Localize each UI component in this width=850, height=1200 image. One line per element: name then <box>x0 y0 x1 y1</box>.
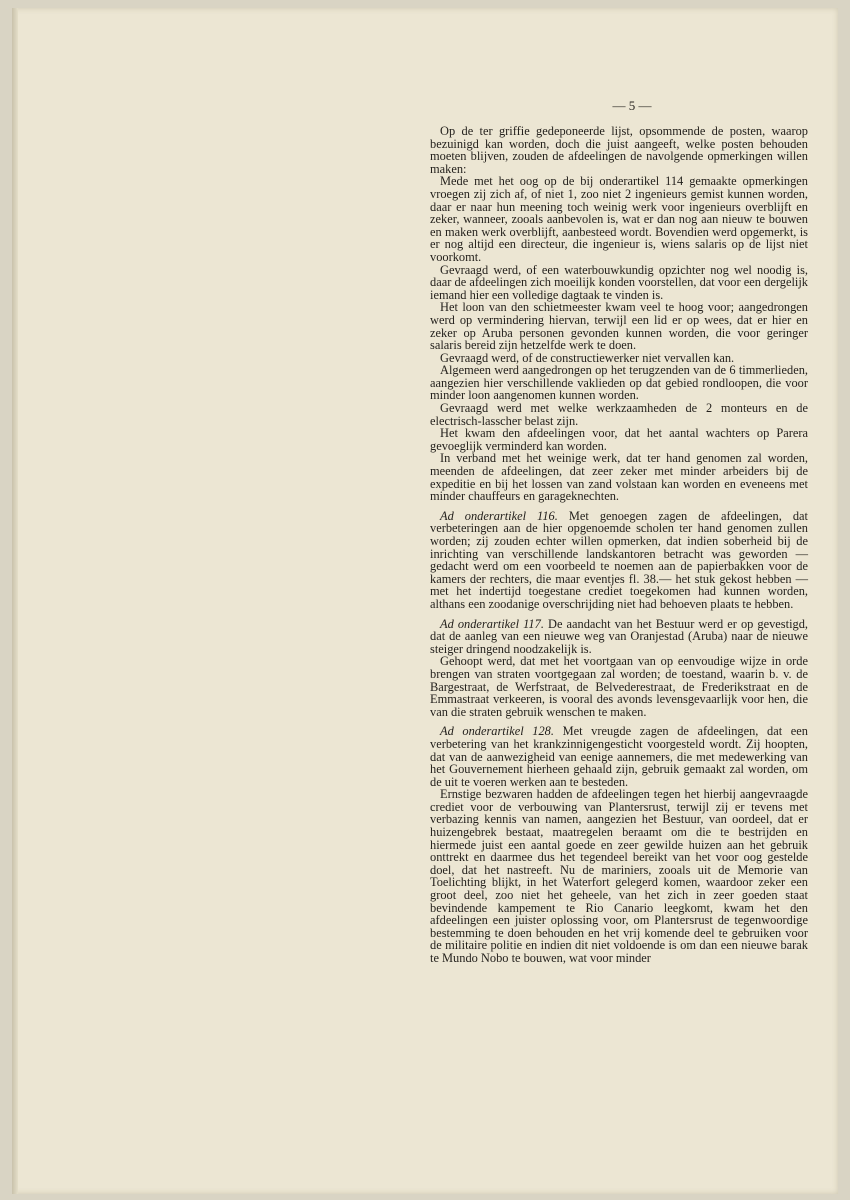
paragraph <box>430 725 808 788</box>
paragraph <box>430 301 808 351</box>
paragraph <box>430 452 808 502</box>
text-column <box>430 125 808 965</box>
subarticle-heading: Ad onderartikel 117. <box>440 616 544 631</box>
paragraph-text: Gevraagd werd met welke werkzaamheden de 2 monteurs en de electrisch-lasscher belast zijn. <box>430 401 808 428</box>
paragraph <box>430 618 808 656</box>
paragraph-text: Het kwam den afdeelingen voor, dat het aantal wachters op Parera gevoeglijk verminderd kan worden. <box>430 426 808 453</box>
subarticle-heading: Ad onderartikel 116. <box>440 508 558 523</box>
paragraph-text: Op de ter griffie gedeponeerde lijst, opsommende de posten, waarop bezuinigd kan worden, doch die juist aangeeft, welke posten behouden moeten blijven, zouden de afdeelingen de navolgende opmerkingen willen maken: <box>430 124 808 176</box>
paragraph-text: Met vreugde zagen de afdeelingen, dat een verbetering van het krankzinnigengesticht voorgesteld wordt. Zij hoopten, dat van de aanwezigheid van eenige aannemers, die met medewerking van het Gouvernement hierheen gehaald zijn, gebruik gemaakt zal worden, om de uit te voeren werken aan te besteden. <box>430 724 808 789</box>
paragraph-text: Mede met het oog op de bij onderartikel 114 gemaakte opmerkingen vroegen zij zich af, of niet 1, zoo niet 2 ingenieurs gemist kunnen worden, daar er naar hun meening toch weinig werk voor ingenieurs overblijft en zeker, wanneer, zooals aanbevolen is, wat er dan nog aan nieuw te bouwen en maken werk overblijft, aanbesteed wordt. Bovendien werd opgemerkt, is er nog altijd een directeur, die ingenieur is, wiens salaris op de lijst niet voorkomt. <box>430 174 808 264</box>
document-sheet <box>12 8 838 1194</box>
paragraph-text: Gehoopt werd, dat met het voortgaan van op eenvoudige wijze in orde brengen van straten voortgegaan zal worden; de toestand, waarin b. v. de Bargestraat, de Werfstraat, de Belvederestraat, de Frederikstraat en de Emmastraat verkeeren, is vooral des avonds levensgevaarlijk voor hen, die van die straten gebruik wenschen te maken. <box>430 654 808 719</box>
paragraph <box>430 788 808 964</box>
paragraph-text: Gevraagd werd, of een waterbouwkundig opzichter nog wel noodig is, daar de afdeelingen zich moeilijk konden voorstellen, dat voor een dergelijk iemand hier een volledige dagtaak te vinden is. <box>430 262 808 302</box>
paper-edge <box>12 8 18 1194</box>
paragraph-text: Met genoegen zagen de afdeelingen, dat verbeteringen aan de hier opgenoemde scholen ter hand genomen zullen worden; zij zouden echter willen opmerken, dat indien soberheid bij de inrichting van verschillende landskantoren betracht was geworden — gedacht werd om een voorbeeld te noemen aan de papierbakken voor de kamers der rechters, die maar eventjes fl. 38.— het stuk gekost hebben — met het indertijd toegestane crediet toegekomen had kunnen worden, althans een zoodanige overschrijding niet had behoeven plaats te hebben. <box>430 508 808 611</box>
paragraph <box>430 402 808 427</box>
subarticle-heading: Ad onderartikel 128. <box>440 724 554 739</box>
paragraph <box>430 427 808 452</box>
page-number: — 5 — <box>612 98 652 113</box>
paragraph <box>430 364 808 402</box>
paragraph-text: In verband met het weinige werk, dat ter hand genomen zal worden, meenden de afdeelingen, dat zeer zeker met minder arbeiders bij de expeditie en bij het lossen van zand volstaan kan worden en eveneens met minder chauffeurs en garageknechten. <box>430 451 808 504</box>
paragraph-text: Gevraagd werd, of de constructiewerker niet vervallen kan. <box>440 350 735 365</box>
paragraph <box>430 175 808 263</box>
paragraph <box>430 655 808 718</box>
paragraph <box>430 510 808 611</box>
paragraph-text: Ernstige bezwaren hadden de afdeelingen tegen het hierbij aangevraagde crediet voor de verbouwing van Plantersrust, terwijl zij er tevens met verbazing kennis van namen, aangezien het Bestuur, van oordeel, dat er huizengebrek bestaat, maatregelen beraamt om die te bestrijden en hiermede juist een aantal goede en zeer gewilde huizen aan het gebruik onttrekt en daarmee dus het tegendeel bereikt van het voor oog gestelde doel, dat het nastreeft. Nu de mariniers, zooals uit de Memorie van Toelichting blijkt, in het Waterfort gelegerd komen, waardoor zeker een groot deel, zoo niet het geheele, van het zich in zeer goeden staat bevindende kampement te Rio Canario leegkomt, kwam het den afdeelingen een juister oplossing voor, om Plantersrust de tegenwoordige bestemming te doen behouden en het vrij komende deel te gebruiken voor de militaire politie en indien dit niet voldoende is om dan een nieuwe barak te Mundo Nobo te bouwen, wat voor minder <box>430 787 808 965</box>
paragraph-text: Algemeen werd aangedrongen op het terugzenden van de 6 timmerlieden, aangezien hier verschillende vaklieden op dat gebied rondloopen, die voor minder loon aangenomen kunnen worden. <box>430 363 808 403</box>
paragraph <box>430 125 808 175</box>
paragraph <box>430 264 808 302</box>
paragraph-text: Het loon van den schietmeester kwam veel te hoog voor; aangedrongen werd op vermindering hiervan, terwijl een lid er op wees, dat er hier en zeker op Aruba personen gevonden kunnen worden, die voor geringer salaris bereid zijn hetzelfde werk te doen. <box>430 300 808 353</box>
paragraph-text: De aandacht van het Bestuur werd er op gevestigd, dat de aanleg van een nieuwe weg van Oranjestad (Aruba) naar de nieuwe steiger dringend noodzakelijk is. <box>430 616 809 656</box>
